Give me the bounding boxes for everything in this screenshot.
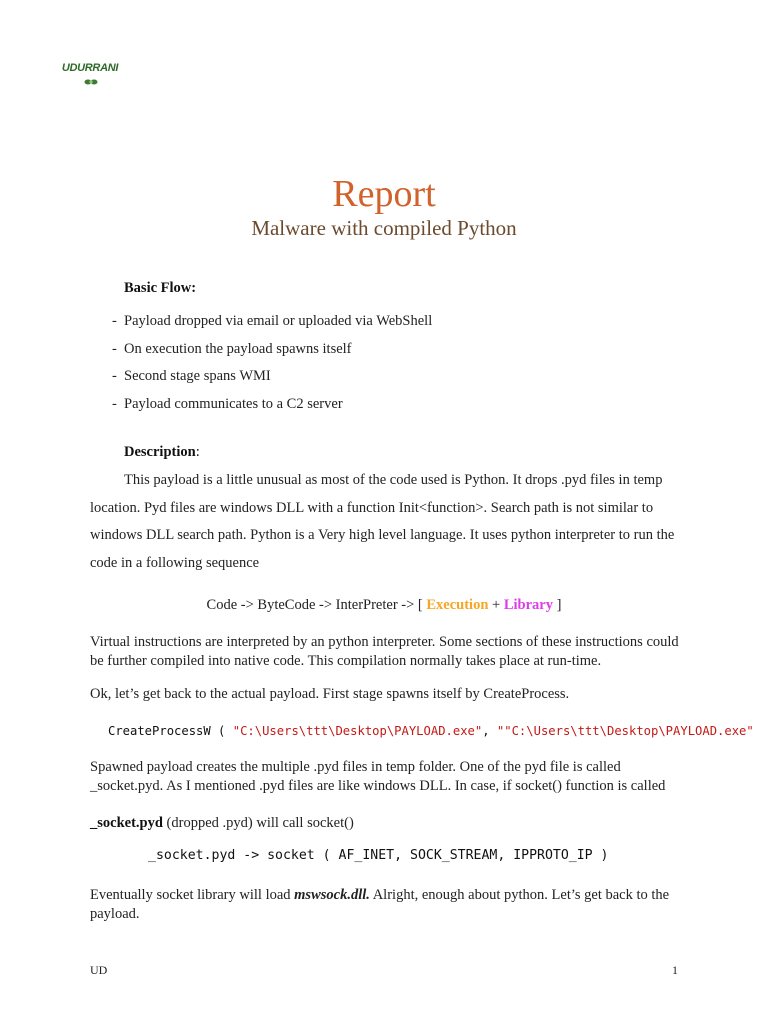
footer-author: UD xyxy=(90,963,108,977)
page-subtitle: Malware with compiled Python xyxy=(251,216,517,240)
virtual-instructions-paragraph: Virtual instructions are interpreted by an python interpreter. Some sections of these instructions could be further compiled into native code. This compilation normally takes place at run-time. xyxy=(90,634,679,669)
back-to-payload-paragraph: Ok, let’s get back to the actual payload. First stage spawns itself by CreateProcess. xyxy=(90,686,570,702)
mswsock-dll: mswsock.dll. xyxy=(294,887,370,903)
list-item: - Payload dropped via email or uploaded via WebShell xyxy=(112,313,433,329)
description-text: This payload is a little unusual as most of the code used is Python. It drops .pyd files in temp location. Pyd files are windows DLL with a function Init<function>. Search path is not similar to windows DLL search path. Python is a Very high level language. It uses python interpreter to run the code in a following sequence xyxy=(90,472,675,571)
page-title: Report xyxy=(332,173,436,215)
spawned-payload-paragraph: Spawned payload creates the multiple .pyd files in temp folder. One of the pyd file is called _socket.pyd. As I mentioned .pyd files are like windows DLL. In case, if socket() function is called xyxy=(90,759,666,794)
basic-flow-list xyxy=(112,308,432,418)
eventually-paragraph: Eventually socket library will load mswsock.dll. Alright, enough about python. Let’s get back to the payload. xyxy=(90,887,670,922)
socket-code: _socket.pyd -> socket ( AF_INET, SOCK_STREAM, IPPROTO_IP ) xyxy=(148,848,609,863)
createprocess-code: CreateProcessW ( "C:\Users\ttt\Desktop\PAYLOAD.exe", ""C:\Users\ttt\Desktop\PAYLOAD.exe" xyxy=(108,724,754,738)
logo-text: UDURRANI xyxy=(61,62,119,74)
basic-flow-heading: Basic Flow: xyxy=(124,280,197,296)
library-label: Library xyxy=(503,597,553,613)
execution-sequence: Code -> ByteCode -> InterPreter -> [ Execution + Library ] xyxy=(206,597,562,613)
list-item: - Second stage spans WMI xyxy=(112,368,271,384)
list-item: - Payload communicates to a C2 server xyxy=(112,395,343,412)
list-item: - On execution the payload spawns itself xyxy=(112,340,352,357)
execution-label: Execution xyxy=(426,597,489,613)
description-heading: Description: xyxy=(124,444,200,460)
page-number: 1 xyxy=(672,963,678,977)
logo-emblem-icon xyxy=(84,77,98,87)
socket-pyd-line: _socket.pyd (dropped .pyd) will call socket() xyxy=(90,815,354,831)
logo xyxy=(58,44,122,106)
